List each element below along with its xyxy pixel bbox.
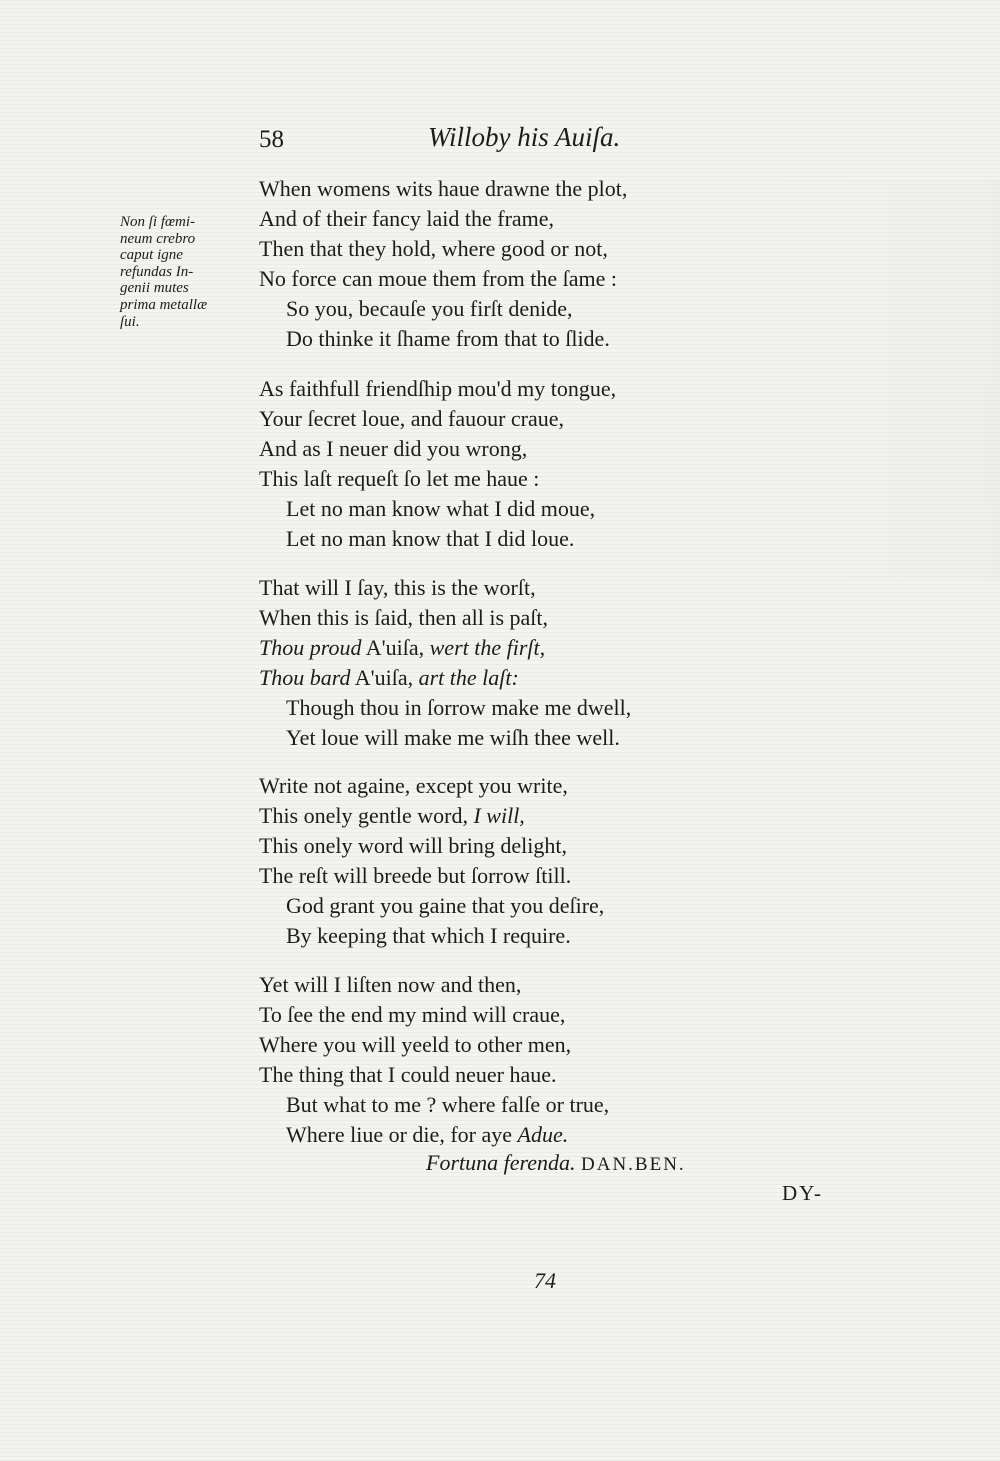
verse-line: Then that they hold, where good or not, (259, 236, 608, 261)
verse-line: No force can moue them from the ſame : (259, 266, 617, 291)
verse-line-mixed (259, 633, 779, 663)
verse-line: Yet will I liſten now and then, (259, 972, 522, 997)
verse-line: Do thinke it ſhame from that to ſlide. (286, 326, 610, 351)
verse-line: That will I ſay, this is the worſt, (259, 575, 536, 600)
verse-line-mixed (259, 801, 779, 831)
margin-note-line: Non ſi fœmi- (120, 214, 196, 230)
verse-line: But what to me ? where falſe or true, (286, 1092, 610, 1117)
verse-line: When womens wits haue drawne the plot, (259, 176, 628, 201)
stanza-5 (259, 970, 779, 1150)
verse-roman: Where liue or die, for aye (286, 1122, 518, 1147)
verse-roman: This onely gentle word, (259, 803, 474, 828)
stanza-4 (259, 771, 779, 951)
verse-italic: Thou bard (259, 665, 351, 690)
margin-note-line: genii mutes (120, 280, 189, 297)
verse-roman: A'uiſa, (361, 635, 430, 660)
verse-line: Let no man know what I did moue, (286, 496, 596, 521)
margin-note-line: prima metallæ (120, 296, 208, 313)
verse-line: The thing that I could neuer haue. (259, 1062, 557, 1087)
verse-italic: Thou proud (259, 635, 362, 660)
footer-page-number: 74 (534, 1268, 556, 1293)
verse-line-mixed (259, 663, 779, 693)
stanza-3 (259, 573, 779, 753)
verse-line: Though thou in ſorrow make me dwell, (286, 695, 632, 720)
stanza-1 (259, 174, 779, 354)
verse-line: Let no man know that I did loue. (286, 526, 575, 551)
verse-line: As faithfull friendſhip mou'd my tongue, (259, 376, 617, 401)
verse-line: And of their fancy laid the frame, (259, 206, 555, 231)
show-through-shadow (770, 180, 1000, 580)
verse-line: To ſee the end my mind will craue, (259, 1002, 566, 1027)
verse-line: This onely word will bring delight, (259, 833, 567, 858)
verse-line-mixed (259, 1120, 779, 1150)
author-initials: DAN.BEN. (581, 1154, 686, 1175)
marginal-note (120, 214, 250, 330)
running-title: Willoby his Auiſa. (428, 122, 621, 152)
verse-line: This laſt requeſt ſo let me haue : (259, 466, 540, 491)
verse-line: And as I neuer did you wrong, (259, 436, 528, 461)
verse-italic: art the laſt: (418, 665, 519, 690)
verse-italic: wert the firſt, (429, 635, 546, 660)
verse-italic: Adue. (517, 1122, 569, 1147)
verse-line: So you, becauſe you firſt denide, (286, 296, 573, 321)
verse-line: The reſt will breede but ſorrow ſtill. (259, 863, 572, 888)
margin-note-line: caput igne (120, 247, 183, 264)
signature-line (426, 1150, 686, 1176)
margin-note-line: refundas In- (120, 263, 194, 280)
page-number: 58 (259, 126, 284, 153)
catchword: DY- (782, 1181, 823, 1205)
margin-note-line: neum crebro (120, 230, 196, 247)
verse-line: Write not againe, except you write, (259, 773, 568, 798)
verse-line: God grant you gaine that you deſire, (286, 893, 605, 918)
verse-line: By keeping that which I require. (286, 923, 571, 948)
motto: Fortuna ferenda. (426, 1150, 576, 1175)
stanza-2 (259, 374, 779, 554)
verse-line: Your ſecret loue, and fauour craue, (259, 406, 565, 431)
verse-italic: I will, (473, 803, 525, 828)
verse-line: Where you will yeeld to other men, (259, 1032, 572, 1057)
verse-line: Yet loue will make me wiſh thee well. (286, 725, 620, 750)
verse-line: When this is ſaid, then all is paſt, (259, 605, 549, 630)
verse-roman: A'uiſa, (350, 665, 419, 690)
margin-note-line: ſui. (120, 313, 140, 330)
